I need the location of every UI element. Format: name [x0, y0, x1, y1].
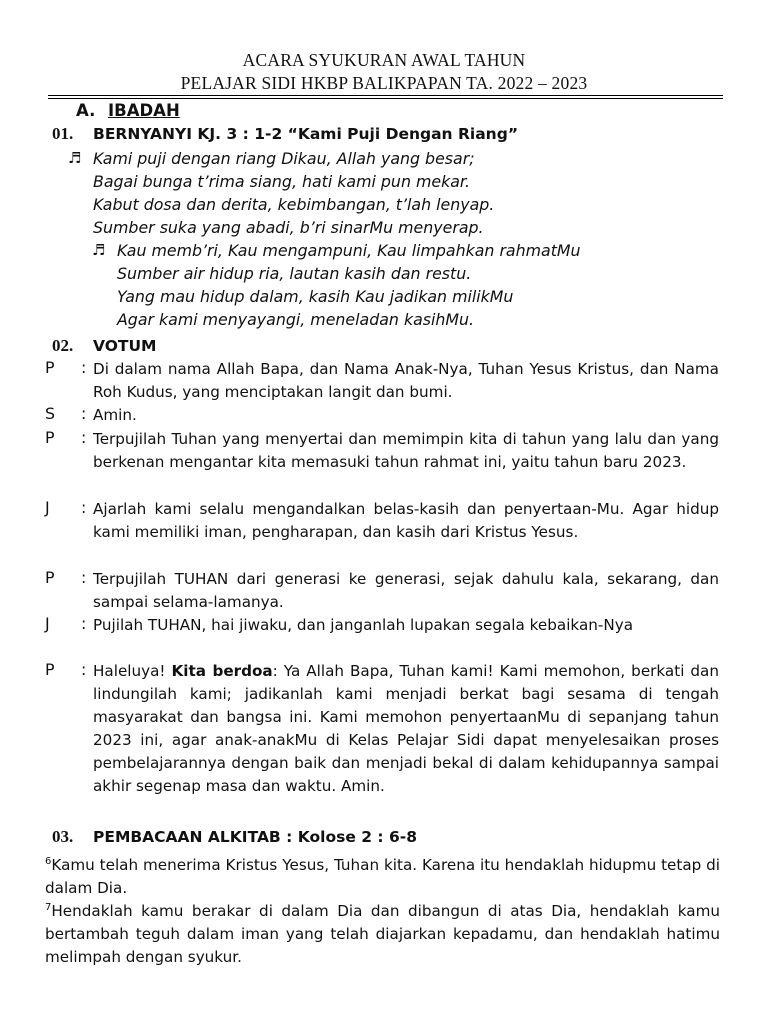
speaker-label: J [45, 498, 50, 517]
hymn-verse-2 [117, 239, 581, 331]
header-divider-bottom [48, 98, 723, 99]
hymn-line: Kabut dosa dan derita, kebimbangan, t’lah lenyap. [93, 195, 495, 214]
hymn-line: Kau memb’ri, Kau mengampuni, Kau limpahkan rahmatMu [117, 241, 581, 260]
item-number-01: 01. [52, 124, 74, 143]
liturgy-text: Terpujilah Tuhan yang menyertai dan memimpin kita di tahun yang lalu dan yang berkenan mengantar kita memasuki tahun rahmat ini, yaitu tahun baru 2023. [93, 430, 719, 471]
speaker-colon: : [81, 614, 87, 633]
liturgy-text: Terpujilah TUHAN dari generasi ke generasi, sejak dahulu kala, sekarang, dan sampai selama-lamanya. [93, 570, 719, 611]
votum-title: VOTUM [93, 337, 157, 355]
hymn-line: Sumber air hidup ria, lautan kasih dan restu. [117, 264, 472, 283]
header-divider-top [48, 95, 723, 96]
hymn-line: Kami puji dengan riang Dikau, Allah yang besar; [93, 149, 475, 168]
reading-title [93, 828, 417, 846]
verse-number: 6 [45, 856, 52, 867]
liturgy-text: Pujilah TUHAN, hai jiwaku, dan janganlah lupakan segala kebaikan-Nya [93, 616, 634, 634]
liturgy-text: Di dalam nama Allah Bapa, dan Nama Anak-Nya, Tuhan Yesus Kristus, dan Nama Roh Kudus, yang menciptakan langit dan bumi. [93, 360, 719, 401]
prayer-label: Kita berdoa [171, 662, 273, 680]
verse-text: Kamu telah menerima Kristus Yesus, Tuhan kita. Karena itu hendaklah hidupmu tetap di dalam Dia. [45, 856, 720, 898]
speaker-colon: : [81, 428, 87, 447]
speaker-label: S [45, 404, 56, 423]
speaker-colon: : [81, 358, 87, 377]
prayer-text [93, 660, 719, 798]
bible-verse [45, 896, 720, 969]
bible-verse [45, 850, 720, 900]
liturgy-text: Ajarlah kami selalu mengandalkan belas-kasih dan penyertaan-Mu. Agar hidup kami memiliki iman, pengharapan, dan kasih dari Kristus Yesus. [93, 500, 719, 541]
section-title: IBADAH [108, 101, 180, 120]
hymn-verse-1 [93, 147, 494, 239]
speaker-label: P [45, 428, 55, 447]
speaker-colon: : [81, 568, 87, 587]
hymn-title: BERNYANYI KJ. 3 : 1-2 “Kami Puji Dengan Riang” [93, 125, 519, 143]
speaker-label: J [45, 614, 50, 633]
speaker-label: P [45, 568, 55, 587]
prayer-intro: Haleluya! [93, 662, 172, 680]
liturgy-text: Amin. [93, 406, 137, 424]
doc-title-line2: PELAJAR SIDI HKBP BALIKPAPAN TA. 2022 – 2023 [180, 73, 588, 93]
item-number-02: 02. [52, 336, 74, 355]
music-note-icon: ♬ [68, 149, 82, 167]
hymn-line: Yang mau hidup dalam, kasih Kau jadikan milikMu [117, 287, 514, 306]
speaker-colon: : [81, 660, 87, 679]
speaker-label: P [45, 660, 55, 679]
verse-number: 7 [45, 902, 52, 913]
prayer-body: : Ya Allah Bapa, Tuhan kami! Kami memohon, berkati dan lindungilah kami; jadikanlah kami menjadi berkat bagi sesama di tengah masyarakat dan bangsa ini. Kami memohon penyertaanMu di sepanjang tahun 2023 ini, agar anak-anakMu di Kelas Pelajar Sidi dapat menyelesaikan proses pembelajarannya dengan baik dan menjadi bekal di dalam kehidupannya sampai akhir segenap masa dan waktu. Amin. [93, 662, 719, 795]
speaker-label: P [45, 358, 55, 377]
speaker-colon: : [81, 404, 87, 423]
verse-text: Hendaklah kamu berakar di dalam Dia dan dibangun di atas Dia, hendaklah kamu bertambah teguh dalam iman yang telah diajarkan kepadamu, dan hendaklah hatimu melimpah dengan syukur. [45, 902, 720, 967]
hymn-line: Bagai bunga t’rima siang, hati kami pun mekar. [93, 172, 470, 191]
reading-label: PEMBACAAN ALKITAB [93, 828, 281, 846]
item-number-03: 03. [52, 827, 74, 846]
reading-reference: : Kolose 2 : 6-8 [286, 828, 418, 846]
doc-title-line1: ACARA SYUKURAN AWAL TAHUN [242, 50, 526, 70]
speaker-colon: : [81, 498, 87, 517]
hymn-line: Agar kami menyayangi, meneladan kasihMu. [117, 310, 475, 329]
section-letter: A. [76, 101, 96, 120]
hymn-line: Sumber suka yang abadi, b’ri sinarMu menyerap. [93, 218, 484, 237]
music-note-icon: ♬ [92, 241, 106, 259]
